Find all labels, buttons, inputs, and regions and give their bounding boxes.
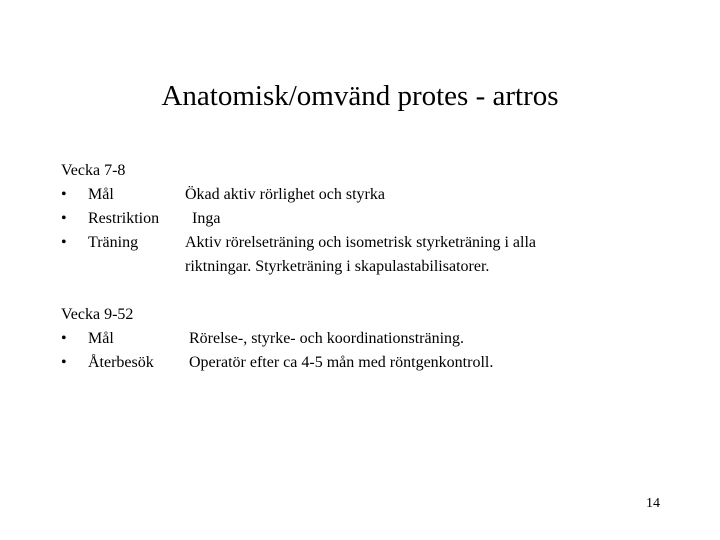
item-value: Ökad aktiv rörlighet och styrka <box>185 186 385 203</box>
bullet-icon: • <box>61 330 67 347</box>
item-value: Inga <box>192 210 221 227</box>
page-number: 14 <box>646 496 660 511</box>
bullet-icon: • <box>61 234 67 251</box>
item-value-line: riktningar. Styrketräning i skapulastabilisatorer. <box>185 258 490 275</box>
list-item-mal <box>61 183 385 207</box>
bullet-icon: • <box>61 186 67 203</box>
item-value-line: Aktiv rörelseträning och isometrisk styrketräning i alla <box>185 234 537 251</box>
item-value: Rörelse-, styrke- och koordinationsträning. <box>189 330 465 347</box>
bullet-icon: • <box>61 210 67 227</box>
list-item-restriktion <box>61 207 221 231</box>
slide-title: Anatomisk/omvänd protes - artros <box>161 80 559 112</box>
item-value: Operatör efter ca 4-5 mån med röntgenkontroll. <box>189 354 494 371</box>
bullet-icon: • <box>61 354 67 371</box>
section-vecka-7-8 <box>61 159 537 279</box>
item-label: Mål <box>88 186 114 203</box>
item-label: Träning <box>88 234 139 251</box>
section-heading: Vecka 9-52 <box>61 306 134 323</box>
item-label: Återbesök <box>88 354 154 371</box>
list-item-mal <box>61 327 465 351</box>
section-heading: Vecka 7-8 <box>61 162 126 179</box>
list-item-traning <box>61 231 537 279</box>
list-item-aterbesok <box>61 351 494 375</box>
item-label: Mål <box>88 330 114 347</box>
item-value <box>185 231 536 279</box>
section-vecka-9-52 <box>61 303 494 375</box>
item-label: Restriktion <box>88 210 160 227</box>
